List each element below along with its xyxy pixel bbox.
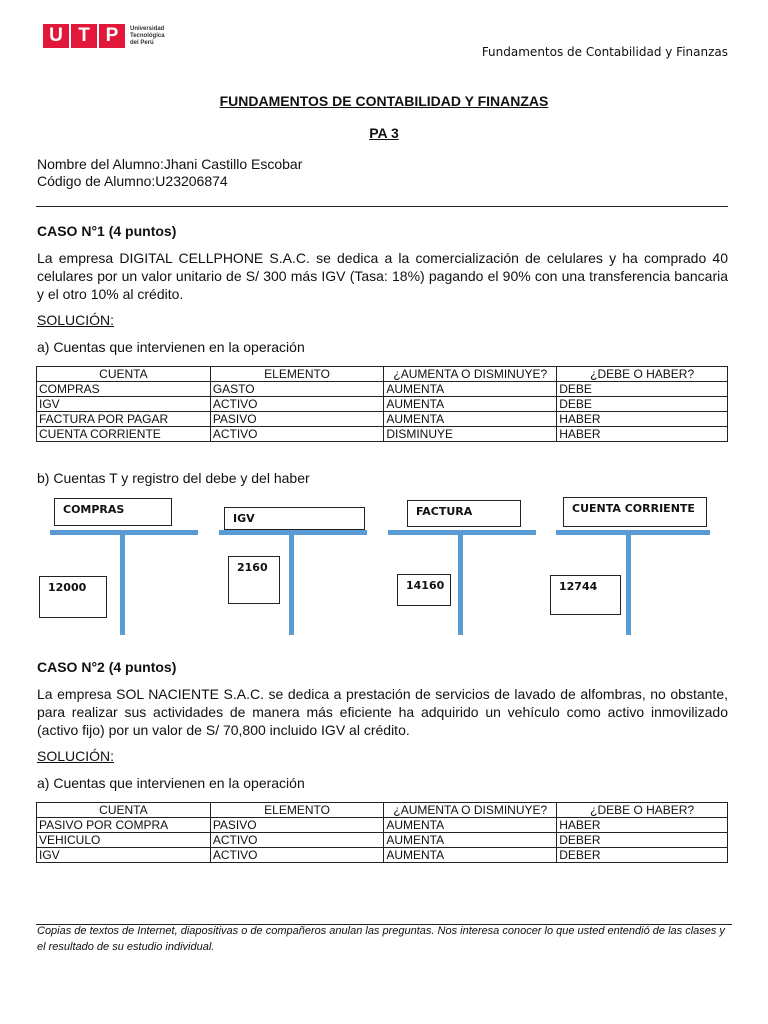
logo-letter-u: U [49, 25, 63, 46]
case2-solution-label: SOLUCIÓN: [37, 748, 115, 764]
student-name: Nombre del Alumno:Jhani Castillo Escobar [37, 156, 303, 172]
t-account-igv-title: IGV [224, 507, 365, 530]
table-cell: AUMENTA [384, 412, 557, 427]
table-cell: DISMINUYE [384, 427, 557, 442]
table-cell: PASIVO [210, 412, 384, 427]
column-header: ¿AUMENTA O DISMINUYE? [384, 803, 557, 818]
case2-accounts-table [36, 802, 728, 863]
footer-note: Copias de textos de Internet, diapositivas o de compañeros anulan las preguntas. Nos interesa conocer lo que usted entendió de las clases y el resultado de su estudio individual. [37, 925, 725, 953]
column-header: ¿AUMENTA O DISMINUYE? [384, 367, 557, 382]
t-account-compras-debit: 12000 [39, 576, 107, 618]
table-cell: HABER [557, 818, 728, 833]
case1-statement: La empresa DIGITAL CELLPHONE S.A.C. se dedica a la comercialización de celulares y ha comprado 40 celulares por un valor unitario de S/ 300 más IGV (Tasa: 18%) pagando el 90% con una transferencia bancaria y el otro 10% al crédito. [37, 250, 728, 302]
table-cell: CUENTA CORRIENTE [37, 427, 211, 442]
table-cell: PASIVO [210, 818, 384, 833]
utp-logo [43, 24, 180, 48]
column-header: CUENTA [37, 367, 211, 382]
table-header-row [37, 367, 728, 382]
t-account-cuenta-corriente-stem [626, 533, 631, 635]
column-header: ELEMENTO [210, 803, 384, 818]
document-subtitle: PA 3 [369, 125, 399, 141]
case2-title: CASO N°2 (4 puntos) [37, 659, 177, 675]
t-account-factura-credit: 14160 [397, 574, 451, 606]
table-cell: HABER [557, 427, 728, 442]
table-cell: VEHICULO [37, 833, 211, 848]
case1-part-a: a) Cuentas que intervienen en la operación [37, 339, 305, 355]
case2-statement: La empresa SOL NACIENTE S.A.C. se dedica a prestación de servicios de lavado de alfombras, no obstante, para realizar sus actividades de manera más eficiente ha adquirido un vehículo como activo inmovilizado (activo fijo) por un valor de S/ 70,800 incluido IGV al crédito. [37, 686, 728, 738]
table-cell: DEBE [557, 382, 728, 397]
table-cell: DEBER [557, 833, 728, 848]
table-cell: AUMENTA [384, 848, 557, 863]
case1-accounts-table [36, 366, 728, 442]
table-cell: COMPRAS [37, 382, 211, 397]
table-cell: AUMENTA [384, 397, 557, 412]
table-row [37, 412, 728, 427]
table-cell: ACTIVO [210, 833, 384, 848]
table-row [37, 818, 728, 833]
table-row [37, 833, 728, 848]
table-cell: DEBER [557, 848, 728, 863]
table-row [37, 427, 728, 442]
case1-solution-label: SOLUCIÓN: [37, 312, 115, 328]
table-cell: IGV [37, 397, 211, 412]
table-cell: AUMENTA [384, 382, 557, 397]
t-account-compras-title: COMPRAS [54, 498, 172, 526]
table-cell: ACTIVO [210, 848, 384, 863]
t-account-factura-stem [458, 533, 463, 635]
case2-part-a: a) Cuentas que intervienen en la operación [37, 775, 305, 791]
table-row [37, 397, 728, 412]
table-cell: PASIVO POR COMPRA [37, 818, 211, 833]
case1-title: CASO N°1 (4 puntos) [37, 223, 177, 239]
logo-university-name: Universidad Tecnológica del Perú [130, 25, 165, 46]
t-account-cuenta-corriente-credit: 12744 [550, 575, 621, 615]
table-cell: GASTO [210, 382, 384, 397]
table-cell: AUMENTA [384, 833, 557, 848]
table-cell: FACTURA POR PAGAR [37, 412, 211, 427]
student-code: Código de Alumno:U23206874 [37, 173, 228, 189]
t-account-compras-stem [120, 533, 125, 635]
t-account-factura-title: FACTURA [407, 500, 521, 527]
column-header: CUENTA [37, 803, 211, 818]
table-cell: HABER [557, 412, 728, 427]
t-account-cuenta-corriente-title: CUENTA CORRIENTE [563, 497, 707, 527]
table-cell: IGV [37, 848, 211, 863]
t-account-igv-debit: 2160 [228, 556, 280, 604]
table-cell: ACTIVO [210, 427, 384, 442]
logo-letter-t: T [78, 25, 90, 46]
column-header: ¿DEBE O HABER? [557, 803, 728, 818]
logo-letter-p: P [105, 25, 119, 46]
t-accounts-area [0, 495, 768, 640]
case1-part-b: b) Cuentas T y registro del debe y del haber [37, 470, 310, 486]
header-divider [36, 206, 728, 207]
t-account-cuenta-corriente-bar [556, 530, 710, 535]
table-cell: AUMENTA [384, 818, 557, 833]
table-row [37, 382, 728, 397]
column-header: ELEMENTO [210, 367, 384, 382]
table-row [37, 848, 728, 863]
table-cell: ACTIVO [210, 397, 384, 412]
table-cell: DEBE [557, 397, 728, 412]
t-account-igv-stem [289, 533, 294, 635]
table-header-row [37, 803, 728, 818]
document-title: FUNDAMENTOS DE CONTABILIDAD Y FINANZAS [219, 93, 549, 109]
header-course-name: Fundamentos de Contabilidad y Finanzas [481, 45, 728, 59]
column-header: ¿DEBE O HABER? [557, 367, 728, 382]
